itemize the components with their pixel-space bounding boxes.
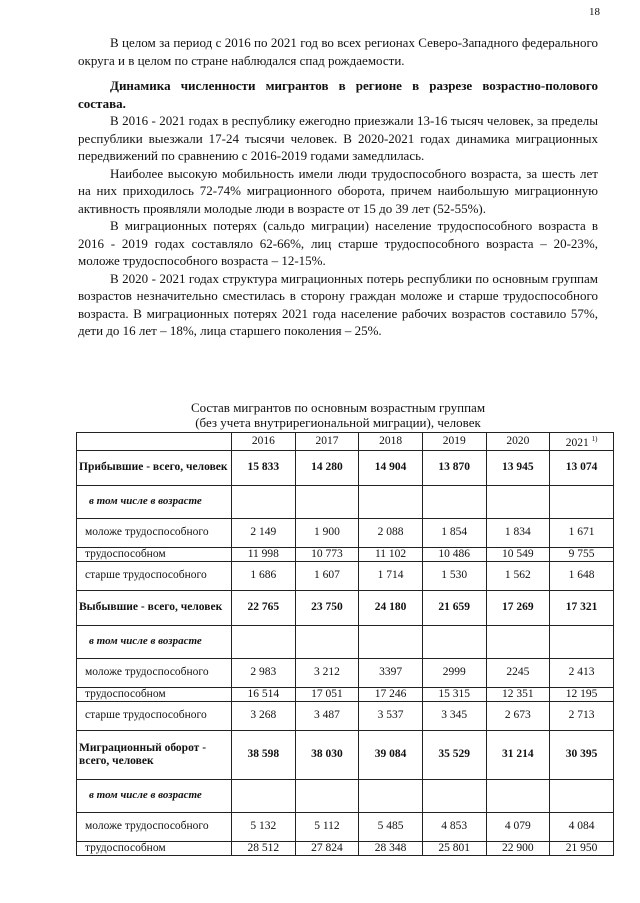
row-label: трудоспособном (77, 547, 232, 561)
year-header: 2019 (422, 433, 486, 451)
value-cell (295, 779, 359, 812)
table-row (77, 841, 614, 855)
value-cell: 10 486 (422, 547, 486, 561)
value-cell: 3 487 (295, 701, 359, 730)
value-cell: 23 750 (295, 590, 359, 625)
row-label: моложе трудоспособного (77, 658, 232, 687)
value-cell: 13 945 (486, 450, 550, 485)
row-label: моложе трудоспособного (77, 812, 232, 841)
value-cell: 11 102 (359, 547, 423, 561)
year-header (550, 433, 614, 451)
row-label: Выбывшие - всего, человек (77, 590, 232, 625)
value-cell: 10 549 (486, 547, 550, 561)
value-cell: 22 900 (486, 841, 550, 855)
value-cell: 1 834 (486, 518, 550, 547)
value-cell (486, 779, 550, 812)
row-label: старше трудоспособного (77, 561, 232, 590)
value-cell: 17 051 (295, 687, 359, 701)
value-cell: 30 395 (550, 730, 614, 779)
value-cell: 21 950 (550, 841, 614, 855)
value-cell: 22 765 (232, 590, 296, 625)
migrants-table (76, 432, 614, 856)
row-label: трудоспособном (77, 841, 232, 855)
value-cell: 17 321 (550, 590, 614, 625)
value-cell: 28 348 (359, 841, 423, 855)
value-cell (359, 779, 423, 812)
value-cell: 2245 (486, 658, 550, 687)
table-row (77, 450, 614, 485)
year-header: 2016 (232, 433, 296, 451)
table-row (77, 590, 614, 625)
value-cell (486, 485, 550, 518)
document-body (78, 34, 598, 340)
table-row (77, 518, 614, 547)
paragraph-1: В 2016 - 2021 годах в республику ежегодно приезжали 13-16 тысяч человек, за пределы республики выезжали 17-24 тысячи человек. В 2020-2021 годах динамика миграционных передвижений по сравнению с 2016-2019 годами замедлилась. (78, 113, 598, 163)
row-label: трудоспособном (77, 687, 232, 701)
table-row (77, 547, 614, 561)
value-cell: 14 904 (359, 450, 423, 485)
value-cell: 3 537 (359, 701, 423, 730)
value-cell: 39 084 (359, 730, 423, 779)
value-cell: 9 755 (550, 547, 614, 561)
page-number: 18 (589, 6, 600, 18)
value-cell (359, 485, 423, 518)
table-caption-line-1: Состав мигрантов по основным возрастным группам (190, 400, 486, 415)
value-cell (486, 625, 550, 658)
value-cell: 4 853 (422, 812, 486, 841)
table-row (77, 730, 614, 779)
table-row (77, 779, 614, 812)
value-cell: 1 854 (422, 518, 486, 547)
row-label: в том числе в возрасте (77, 485, 232, 518)
value-cell: 1 607 (295, 561, 359, 590)
value-cell: 12 351 (486, 687, 550, 701)
section-heading: Динамика численности мигрантов в регионе в разрезе возрастно-полового состава. (78, 78, 598, 111)
value-cell (550, 625, 614, 658)
paragraph-2: Наиболее высокую мобильность имели люди трудоспособного возраста, за шесть лет на них приходилось 72-74% миграционного оборота, причем наибольшую миграционную активность проявляли молодые люди в возрасте от 15 до 39 лет (52-55%). (78, 165, 598, 216)
value-cell: 4 084 (550, 812, 614, 841)
table-row (77, 687, 614, 701)
table-header-row (77, 433, 614, 451)
value-cell: 2 413 (550, 658, 614, 687)
value-cell (232, 625, 296, 658)
table-row (77, 561, 614, 590)
value-cell: 1 530 (422, 561, 486, 590)
table-row (77, 658, 614, 687)
value-cell: 25 801 (422, 841, 486, 855)
value-cell: 35 529 (422, 730, 486, 779)
value-cell: 2 673 (486, 701, 550, 730)
value-cell: 13 870 (422, 450, 486, 485)
value-cell: 3 268 (232, 701, 296, 730)
value-cell: 1 648 (550, 561, 614, 590)
value-cell: 21 659 (422, 590, 486, 625)
row-label: в том числе в возрасте (77, 625, 232, 658)
value-cell: 10 773 (295, 547, 359, 561)
value-cell: 5 485 (359, 812, 423, 841)
row-label: моложе трудоспособного (77, 518, 232, 547)
value-cell (422, 779, 486, 812)
value-cell: 1 686 (232, 561, 296, 590)
value-cell: 4 079 (486, 812, 550, 841)
value-cell (232, 485, 296, 518)
row-label: в том числе в возрасте (77, 779, 232, 812)
value-cell: 2999 (422, 658, 486, 687)
row-label: старше трудоспособного (77, 701, 232, 730)
table-caption-line-2: (без учета внутрирегиональной миграции), человек (195, 415, 481, 430)
value-cell (295, 485, 359, 518)
value-cell: 11 998 (232, 547, 296, 561)
value-cell: 38 598 (232, 730, 296, 779)
paragraph-4: В 2020 - 2021 годах структура миграционных потерь республики по основным группам возрастов незначительно сместилась в сторону граждан моложе и старше трудоспособного возраста. В миграционных потерях 2021 года население рабочих возрастов составило 57%, дети до 16 лет – 18%, лица старшего поколения – 25%. (78, 270, 598, 338)
value-cell: 5 112 (295, 812, 359, 841)
value-cell: 3 212 (295, 658, 359, 687)
value-cell: 17 269 (486, 590, 550, 625)
value-cell (422, 485, 486, 518)
value-cell: 1 714 (359, 561, 423, 590)
value-cell: 38 030 (295, 730, 359, 779)
value-cell: 15 315 (422, 687, 486, 701)
value-cell: 17 246 (359, 687, 423, 701)
year-header: 2018 (359, 433, 423, 451)
value-cell: 3397 (359, 658, 423, 687)
value-cell: 3 345 (422, 701, 486, 730)
table-row (77, 701, 614, 730)
value-cell: 13 074 (550, 450, 614, 485)
value-cell: 24 180 (359, 590, 423, 625)
value-cell: 14 280 (295, 450, 359, 485)
table-caption (78, 400, 598, 430)
value-cell: 2 713 (550, 701, 614, 730)
value-cell: 1 671 (550, 518, 614, 547)
value-cell: 12 195 (550, 687, 614, 701)
value-cell (359, 625, 423, 658)
value-cell: 28 512 (232, 841, 296, 855)
value-cell: 1 562 (486, 561, 550, 590)
value-cell: 31 214 (486, 730, 550, 779)
table-row (77, 812, 614, 841)
value-cell: 15 833 (232, 450, 296, 485)
value-cell: 16 514 (232, 687, 296, 701)
value-cell: 2 149 (232, 518, 296, 547)
value-cell: 2 088 (359, 518, 423, 547)
value-cell: 1 900 (295, 518, 359, 547)
year-header: 2017 (295, 433, 359, 451)
value-cell: 27 824 (295, 841, 359, 855)
value-cell (232, 779, 296, 812)
header-empty-cell (77, 433, 232, 451)
table-row (77, 625, 614, 658)
value-cell (295, 625, 359, 658)
value-cell: 5 132 (232, 812, 296, 841)
table-row (77, 485, 614, 518)
table-body (77, 450, 614, 855)
footnote-mark: 1) (591, 435, 598, 443)
row-label: Прибывшие - всего, человек (77, 450, 232, 485)
value-cell (550, 779, 614, 812)
value-cell (422, 625, 486, 658)
year-label: 2021 (565, 436, 589, 449)
paragraph-3: В миграционных потерях (сальдо миграции) население трудоспособного возраста в 2016 - 2019 годах составляло 62-66%, лиц старше трудоспособного возраста – 20-23%, моложе трудоспособного возраста – 12-15%. (78, 218, 598, 268)
value-cell: 2 983 (232, 658, 296, 687)
row-label: Миграционный оборот - всего, человек (77, 730, 232, 779)
value-cell (550, 485, 614, 518)
intro-paragraph: В целом за период с 2016 по 2021 год во всех регионах Северо-Западного федерального округа и в целом по стране наблюдался спад рождаемости. (78, 35, 598, 68)
year-header: 2020 (486, 433, 550, 451)
